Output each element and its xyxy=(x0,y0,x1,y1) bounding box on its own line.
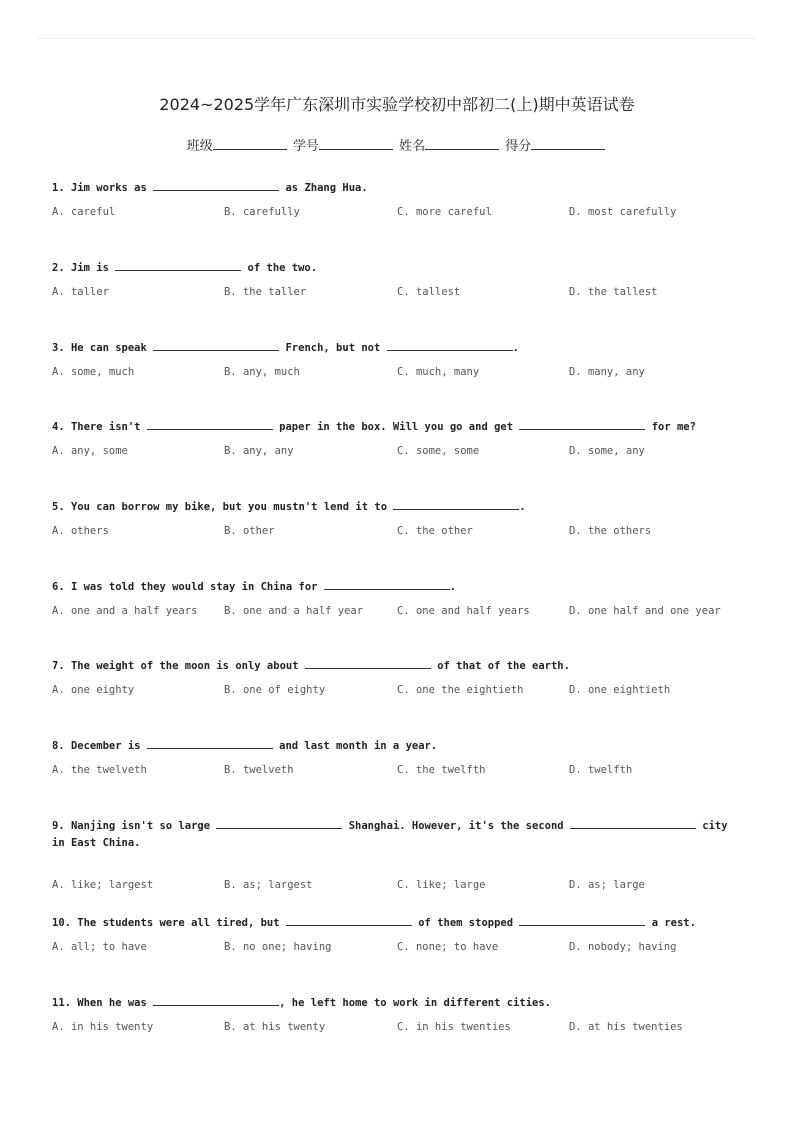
answer-blank[interactable] xyxy=(519,419,645,430)
option-a[interactable]: A. in his twenty xyxy=(52,1021,154,1033)
question-2 xyxy=(52,260,742,302)
option-a[interactable]: A. the twelveth xyxy=(52,764,147,776)
option-a[interactable]: A. like; largest xyxy=(52,879,154,891)
question-8 xyxy=(52,738,742,780)
option-d[interactable]: D. one half and one year xyxy=(569,605,721,617)
answer-options xyxy=(52,206,742,222)
question-stem xyxy=(52,579,742,596)
option-c[interactable]: C. like; large xyxy=(397,879,486,891)
answer-blank[interactable] xyxy=(147,738,273,749)
option-b[interactable]: B. any, any xyxy=(224,445,294,457)
option-c[interactable]: C. one the eightieth xyxy=(397,684,524,696)
question-4 xyxy=(52,419,742,461)
option-b[interactable]: B. as; largest xyxy=(224,879,313,891)
option-b[interactable]: B. any, much xyxy=(224,366,300,378)
answer-options xyxy=(52,605,742,621)
question-stem xyxy=(52,738,742,755)
score-label: 得分 xyxy=(505,139,532,154)
stem-text: paper in the box. Will you go and get xyxy=(272,421,520,433)
question-6 xyxy=(52,579,742,621)
stem-text: Shanghai. However, it's the second xyxy=(342,820,570,832)
option-d[interactable]: D. one eightieth xyxy=(569,684,671,696)
stem-text: 2. Jim is xyxy=(52,262,116,274)
class-blank[interactable] xyxy=(213,137,287,150)
option-a[interactable]: A. one eighty xyxy=(52,684,135,696)
option-c[interactable]: C. much, many xyxy=(397,366,480,378)
option-b[interactable]: B. one of eighty xyxy=(224,684,326,696)
question-stem xyxy=(52,658,742,675)
option-b[interactable]: B. one and a half year xyxy=(224,605,364,617)
answer-blank[interactable] xyxy=(305,658,431,669)
stem-text: 8. December is xyxy=(52,740,147,752)
option-c[interactable]: C. one and half years xyxy=(397,605,530,617)
stem-text: for me? xyxy=(645,421,696,433)
option-a[interactable]: A. others xyxy=(52,525,109,537)
stem-text: of that of the earth. xyxy=(430,660,570,672)
answer-options xyxy=(52,1021,742,1037)
answer-blank[interactable] xyxy=(153,180,279,191)
option-d[interactable]: D. most carefully xyxy=(569,206,677,218)
answer-options xyxy=(52,286,742,302)
option-a[interactable]: A. one and a half years xyxy=(52,605,198,617)
question-stem xyxy=(52,340,742,357)
stem-text: 7. The weight of the moon is only about xyxy=(52,660,305,672)
student-number-label: 学号 xyxy=(292,139,319,154)
answer-blank[interactable] xyxy=(519,915,645,926)
question-10 xyxy=(52,915,742,957)
student-info-line xyxy=(0,135,794,154)
option-a[interactable]: A. taller xyxy=(52,286,109,298)
option-d[interactable]: D. nobody; having xyxy=(569,941,677,953)
question-7 xyxy=(52,658,742,700)
option-d[interactable]: D. twelfth xyxy=(569,764,633,776)
stem-text: 6. I was told they would stay in China for xyxy=(52,581,324,593)
stem-text: . xyxy=(519,501,526,513)
option-d[interactable]: D. many, any xyxy=(569,366,645,378)
option-b[interactable]: B. other xyxy=(224,525,275,537)
stem-text: of them stopped xyxy=(411,917,520,929)
option-b[interactable]: B. the taller xyxy=(224,286,307,298)
question-stem xyxy=(52,995,742,1012)
option-c[interactable]: C. tallest xyxy=(397,286,461,298)
option-d[interactable]: D. some, any xyxy=(569,445,645,457)
top-divider xyxy=(38,38,756,39)
option-d[interactable]: D. as; large xyxy=(569,879,645,891)
answer-blank[interactable] xyxy=(324,579,450,590)
option-c[interactable]: C. in his twenties xyxy=(397,1021,511,1033)
question-stem xyxy=(52,818,742,852)
answer-options xyxy=(52,879,742,895)
stem-text: . xyxy=(449,581,457,593)
stem-text: 9. Nanjing isn't so large xyxy=(52,820,217,832)
stem-text: city in East China. xyxy=(52,820,734,849)
option-d[interactable]: D. the tallest xyxy=(569,286,658,298)
answer-blank[interactable] xyxy=(387,340,513,351)
option-d[interactable]: D. at his twenties xyxy=(569,1021,683,1033)
stem-text: 4. There isn't xyxy=(52,421,147,433)
answer-blank[interactable] xyxy=(147,419,273,430)
name-label: 姓名 xyxy=(399,139,426,154)
option-a[interactable]: A. some, much xyxy=(52,366,135,378)
option-a[interactable]: A. all; to have xyxy=(52,941,147,953)
option-c[interactable]: C. the other xyxy=(397,525,473,537)
answer-options xyxy=(52,445,742,461)
student-number-blank[interactable] xyxy=(319,137,393,150)
answer-options xyxy=(52,684,742,700)
option-b[interactable]: B. no one; having xyxy=(224,941,332,953)
stem-text: and last month in a year. xyxy=(272,740,438,752)
stem-text: as Zhang Hua. xyxy=(279,182,368,194)
stem-text: French, but not xyxy=(279,342,387,354)
question-1 xyxy=(52,180,742,222)
stem-text: 1. Jim works as xyxy=(52,182,154,194)
answer-options xyxy=(52,525,742,541)
answer-blank[interactable] xyxy=(393,499,519,510)
stem-text: a rest. xyxy=(645,917,696,929)
answer-options xyxy=(52,764,742,780)
option-b[interactable]: B. carefully xyxy=(224,206,300,218)
question-11 xyxy=(52,995,742,1037)
answer-blank[interactable] xyxy=(115,260,241,271)
stem-text: 5. You can borrow my bike, but you mustn't lend it to xyxy=(52,501,394,513)
stem-text: . xyxy=(512,342,519,354)
option-c[interactable]: C. some, some xyxy=(397,445,480,457)
option-c[interactable]: C. none; to have xyxy=(397,941,499,953)
answer-options xyxy=(52,366,742,382)
name-blank[interactable] xyxy=(425,137,499,150)
option-a[interactable]: A. careful xyxy=(52,206,116,218)
question-3 xyxy=(52,340,742,382)
option-c[interactable]: C. the twelfth xyxy=(397,764,486,776)
stem-text: 10. The students were all tired, but xyxy=(52,917,286,929)
question-stem xyxy=(52,499,742,516)
answer-options xyxy=(52,941,742,957)
class-label: 班级 xyxy=(186,139,213,154)
question-stem xyxy=(52,419,742,436)
option-b[interactable]: B. at his twenty xyxy=(224,1021,326,1033)
question-stem xyxy=(52,915,742,932)
page-title: 2024~2025学年广东深圳市实验学校初中部初二(上)期中英语试卷 xyxy=(159,95,635,114)
question-stem xyxy=(52,180,742,197)
question-5 xyxy=(52,499,742,541)
stem-text: 3. He can speak xyxy=(52,342,154,354)
option-a[interactable]: A. any, some xyxy=(52,445,128,457)
answer-blank[interactable] xyxy=(286,915,412,926)
option-b[interactable]: B. twelveth xyxy=(224,764,294,776)
answer-blank[interactable] xyxy=(153,340,279,351)
answer-blank[interactable] xyxy=(570,818,696,829)
stem-text: , he left home to work in different cities. xyxy=(279,997,551,1009)
score-blank[interactable] xyxy=(531,137,605,150)
question-stem xyxy=(52,260,742,277)
stem-text: of the two. xyxy=(241,262,318,274)
question-9 xyxy=(52,818,742,895)
answer-blank[interactable] xyxy=(216,818,342,829)
answer-blank[interactable] xyxy=(153,995,279,1006)
option-c[interactable]: C. more careful xyxy=(397,206,492,218)
option-d[interactable]: D. the others xyxy=(569,525,652,537)
stem-text: 11. When he was xyxy=(52,997,154,1009)
